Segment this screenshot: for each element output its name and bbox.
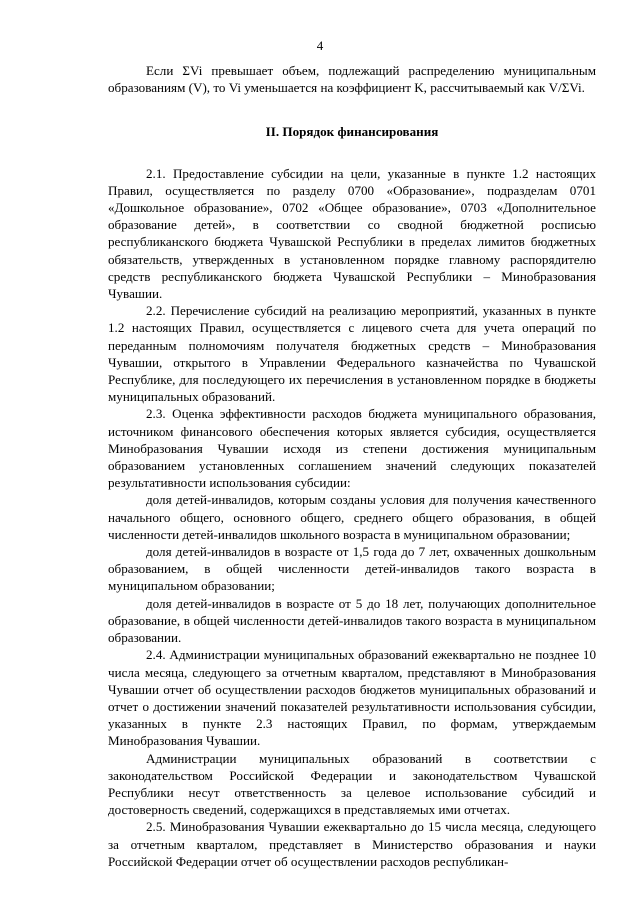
paragraph-2-1: 2.1. Предоставление субсидии на цели, указанные в пункте 1.2 настоящих Правил, осуществляется по разделу 0700 «Образование», подразделам 0701 «Дошкольное образование», 0702 «Общее образование», 0703 «Дополнительное образование детей», в соответствии со сводной бюджетной росписью республиканского бюджета Чувашской Республики в пределах лимитов бюджетных обязательств, утвержденных в установленном порядке главному распорядителю средств республиканского бюджета Чувашской Республики – Минобразования Чувашии.: [108, 165, 596, 302]
paragraph-2-4: 2.4. Администрации муниципальных образований ежеквартально не позднее 10 числа месяца, следующего за отчетным кварталом, представляют в Минобразования Чувашии отчет об осуществлении расходов бюджетов муниципальных образований и отчет о достижении значений показателей результативности использования субсидии, указанных в пункте 2.3 настоящих Правил, по формам, утверждаемым Минобразования Чувашии.: [108, 647, 596, 749]
paragraph-2-3: 2.3. Оценка эффективности расходов бюджета муниципального образования, источником финансового обеспечения которых является субсидия, осуществляется Минобразования Чувашии исходя из степени достижения муниципальным образованием установленных соглашением значений следующих показателей результативности использования субсидии:: [108, 406, 596, 491]
indicator-item-3: доля детей-инвалидов в возрасте от 5 до 18 лет, получающих дополнительное образование, в общей численности детей-инвалидов такого возраста в муниципальном образовании.: [108, 595, 596, 646]
paragraph-2-2: 2.2. Перечисление субсидий на реализацию мероприятий, указанных в пункте 1.2 настоящих Правил, осуществляется с лицевого счета для учета операций по переданным полномочиям получателя бюджетных средств – Минобразования Чувашии, открытого в Управлении Федерального казначейства по Чувашской Республике, для последующего их перечисления в установленном порядке в бюджеты муниципальных образований.: [108, 303, 596, 405]
indicator-item-2: доля детей-инвалидов в возрасте от 1,5 года до 7 лет, охваченных дошкольным образованием, в общей численности детей-инвалидов такого возраста в муниципальном образовании;: [108, 544, 596, 594]
section-title: II. Порядок финансирования: [265, 124, 439, 140]
paragraph-2-5: 2.5. Минобразования Чувашии ежеквартально до 15 числа месяца, следующего за отчетным кварталом, представляет в Министерство образования и науки Российской Федерации отчет об осуществлении расходов республикан-: [108, 819, 596, 869]
document-body: [108, 62, 596, 870]
indicator-item-1: доля детей-инвалидов, которым созданы условия для получения качественного начального общего, основного общего, среднего общего образования, в общей численности детей-инвалидов школьного возраста в муниципальном образовании;: [108, 492, 596, 542]
paragraph-intro: Если ΣVi превышает объем, подлежащий распределению муниципальным образованиям (V), то Vi уменьшается на коэффициент K, рассчитываемый как V/ΣVi.: [108, 63, 596, 96]
page-number: 4: [316, 38, 324, 53]
paragraph-2-4-responsibility: Администрации муниципальных образований в соответствии с законодательством Российской Федерации и законодательством Чувашской Республики несут ответственность за целевое использование субсидий и достоверность сведений, содержащихся в представляемых ими отчетах.: [108, 750, 596, 818]
